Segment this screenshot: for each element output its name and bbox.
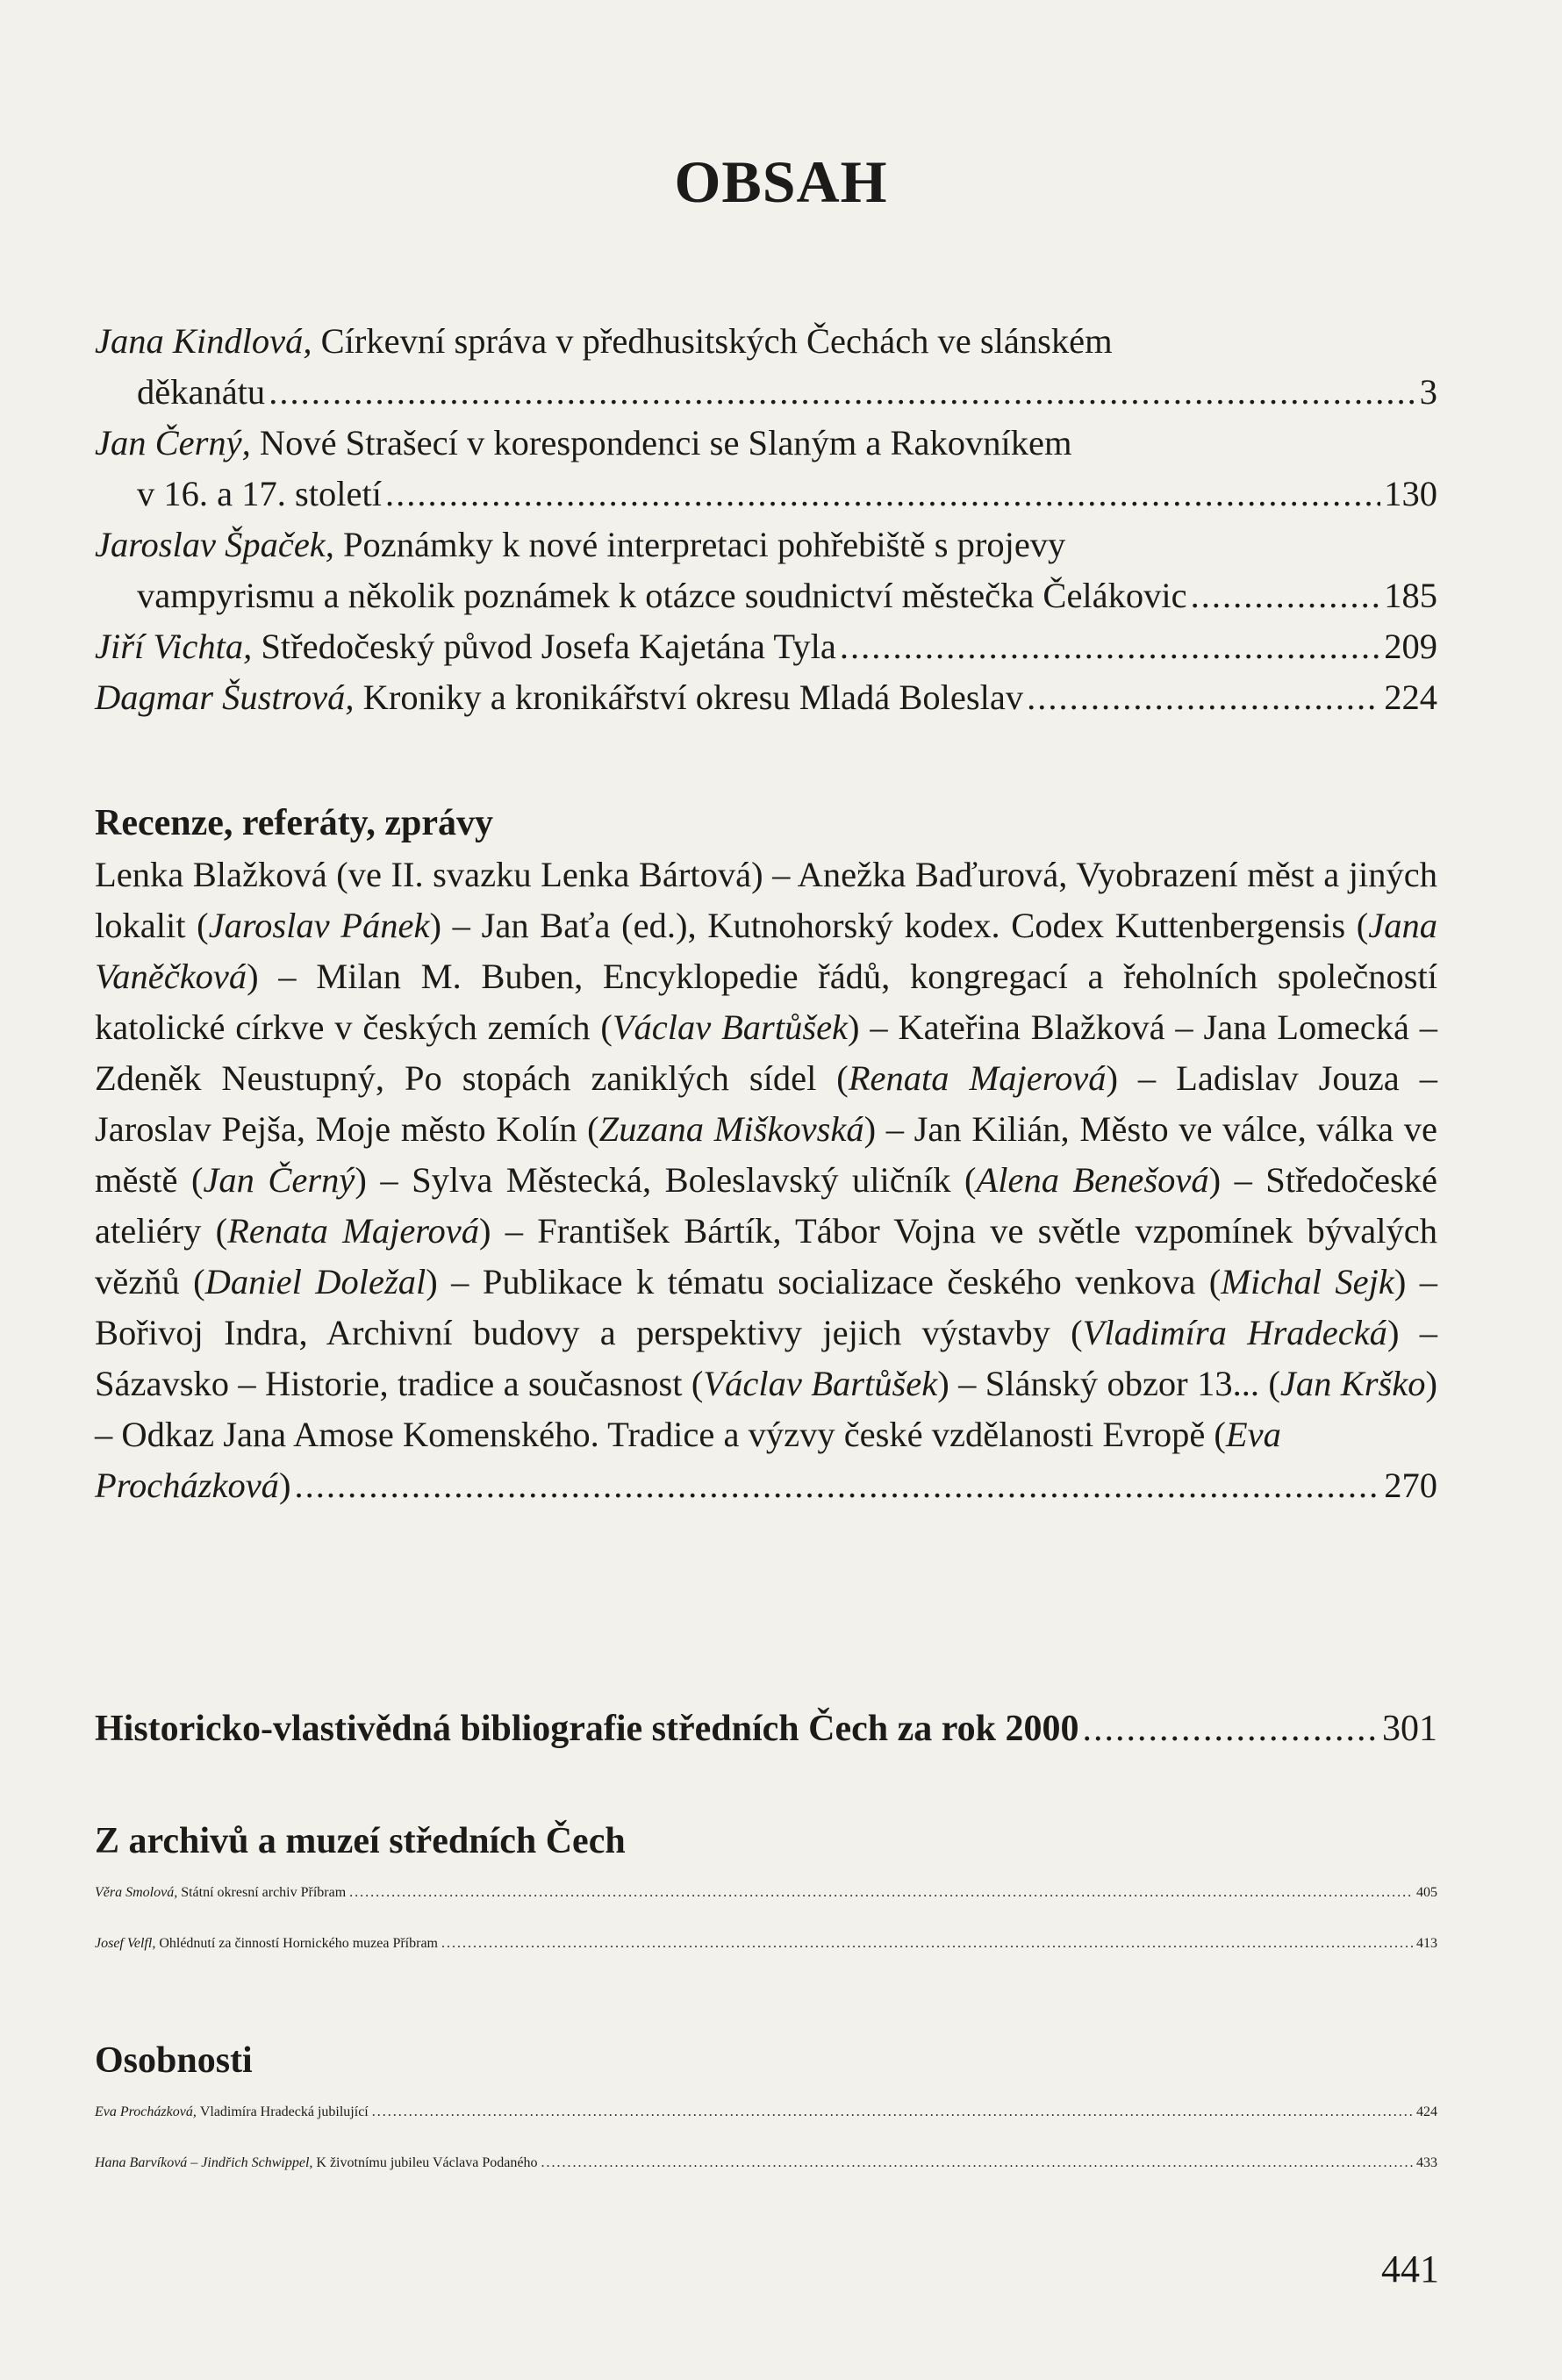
page-number: 441 (1381, 2247, 1439, 2290)
entry-title: Vladimíra Hradecká jubilující (199, 2104, 369, 2119)
toc-entry (95, 520, 1437, 570)
review-text: ) – Milan M. Buben, Encyklopedie řádů, kongregací a řeholních společností katolické církve v českých zemích ( (95, 957, 1437, 1047)
entry-title: Ohlédnutí za činností Hornického muzea Příbram (159, 1936, 438, 1951)
entry-page: 301 (1382, 1709, 1437, 1749)
leader-dots (269, 367, 1416, 418)
entry-title: Církevní správa v předhusitských Čechách ve slánském (320, 321, 1113, 361)
reviews-section (95, 797, 1437, 1511)
review-text: Lenka Blažková (ve II. svazku Lenka Bártová) – Anežka Baďurová, Vyobrazení měst a jiných lokalit ( (95, 855, 1437, 945)
reviewer-name: Renata Majerová (227, 1211, 480, 1251)
entry-page: 405 (1416, 1885, 1437, 1900)
review-text: ) – Jan Baťa (ed.), Kutnohorský kodex. Codex Kuttenbergensis ( (429, 906, 1369, 945)
review-text: ) (278, 1466, 291, 1505)
leader-dots (1191, 570, 1381, 621)
review-text: ) – Jan Kilián, Město ve válce, válka ve městě ( (95, 1109, 1438, 1200)
leader-dots (840, 621, 1380, 672)
review-text: ) – Kateřina Blažková – Jana Lomecká – Zdeněk Neustupný, Po stopách zaniklých sídel ( (95, 1007, 1437, 1098)
leader-dots (441, 1918, 1413, 1969)
leader-dots (385, 469, 1380, 520)
entry-title: v 16. a 17. století (137, 474, 382, 513)
entry-title: Státní okresní archiv Příbram (181, 1885, 347, 1900)
reviewer-name: Jan Černý (203, 1160, 355, 1200)
page-title: OBSAH (674, 148, 888, 215)
leader-dots (294, 1460, 1380, 1511)
section-heading-reviews: Recenze, referáty, zprávy (95, 803, 494, 843)
reviews-paragraph (95, 849, 1437, 1511)
leader-dots (372, 2087, 1413, 2138)
entry-page: 130 (1384, 474, 1437, 513)
entry-author: Jaroslav Špaček, (95, 525, 334, 564)
leader-dots (1027, 672, 1380, 723)
bibliography-section (95, 1703, 1437, 1753)
entry-page: 185 (1384, 576, 1437, 615)
entry-page: 224 (1384, 677, 1437, 717)
toc-entry (95, 1867, 1437, 1918)
articles-list (95, 316, 1437, 723)
reviewer-name: Zuzana Miškovská (598, 1109, 864, 1149)
reviewer-name: Alena Benešová (976, 1160, 1209, 1200)
reviewer-name: Michal Sejk (1221, 1262, 1394, 1301)
review-text: ) – Odkaz Jana Amose Komenského. Tradice a výzvy české vzdělanosti Evropě ( (95, 1364, 1437, 1454)
toc-entry (95, 1703, 1437, 1753)
leader-dots (1083, 1703, 1379, 1755)
toc-entry (95, 621, 1437, 672)
entry-author: Hana Barvíková – Jindřich Schwippel, (95, 2155, 313, 2170)
reviewer-name: Jan Krško (1279, 1364, 1426, 1403)
entry-author: Eva Procházková, (95, 2104, 197, 2119)
reviewer-name: Vladimíra Hradecká (1082, 1313, 1387, 1352)
entry-page: 209 (1384, 627, 1437, 666)
review-text: ) – Bořivoj Indra, Archivní budovy a perspektivy jejich výstavby ( (95, 1262, 1437, 1352)
reviewer-name: Daniel Doležal (204, 1262, 426, 1301)
review-text: ) – Sázavsko – Historie, tradice a současnost ( (95, 1313, 1437, 1403)
entry-title: vampyrismu a několik poznámek k otázce soudnictví městečka Čelákovic (137, 576, 1187, 615)
entry-page: 433 (1416, 2155, 1437, 2170)
entry-page: 413 (1416, 1936, 1437, 1951)
toc-entry (95, 672, 1437, 723)
reviews-last-line (95, 1460, 1437, 1511)
toc-entry (95, 2138, 1437, 2189)
entry-author: Věra Smolová, (95, 1885, 178, 1900)
review-text: ) – František Bártík, Tábor Vojna ve světle vzpomínek bývalých vězňů ( (95, 1211, 1437, 1301)
entry-author: Jan Černý, (95, 423, 251, 462)
entry-title: Kroniky a kronikářství okresu Mladá Boleslav (362, 677, 1024, 717)
entry-title: Středočeský původ Josefa Kajetána Tyla (261, 627, 836, 666)
review-text: ) – Ladislav Jouza – Jaroslav Pejša, Moje město Kolín ( (95, 1058, 1438, 1149)
section-heading-archives: Z archivů a muzeí středních Čech (95, 1821, 626, 1861)
toc-entry (95, 1918, 1437, 1969)
reviewer-name: Renata Majerová (848, 1058, 1107, 1098)
entry-title: Poznámky k nové interpretaci pohřebiště s projevy (343, 525, 1066, 564)
archives-section (95, 1815, 1437, 1969)
reviewer-name: Eva (1225, 1415, 1281, 1454)
entry-page: 3 (1419, 372, 1437, 412)
entry-author: Dagmar Šustrová, (95, 677, 355, 717)
entry-title: Nové Strašecí v korespondenci se Slaným a Rakovníkem (259, 423, 1072, 462)
entry-title: K životnímu jubileu Václava Podaného (316, 2155, 538, 2170)
entry-page: 424 (1416, 2104, 1437, 2119)
leader-dots (541, 2138, 1413, 2189)
toc-entry-continuation (95, 570, 1437, 621)
review-text: ) – Sylva Městecká, Boleslavský uličník ( (355, 1160, 977, 1200)
toc-entry (95, 316, 1437, 367)
toc-entry-continuation (95, 469, 1437, 520)
reviewer-name: Jaroslav Pánek (208, 906, 430, 945)
persons-section (95, 2034, 1437, 2189)
reviewer-name: Václav Bartůšek (703, 1364, 938, 1403)
toc-entry-continuation (95, 367, 1437, 418)
entry-author: Jiří Vichta, (95, 627, 253, 666)
toc-entry (95, 418, 1437, 469)
entry-author: Josef Velfl, (95, 1936, 156, 1951)
review-text: ) – Středočeské ateliéry ( (95, 1160, 1437, 1251)
section-heading-persons: Osobnosti (95, 2040, 253, 2081)
section-heading-bibliography: Historicko-vlastivědná bibliografie středních Čech za rok 2000 (95, 1709, 1079, 1749)
entry-title: děkanátu (137, 372, 266, 412)
entry-author: Jana Kindlová, (95, 321, 312, 361)
reviewer-name: Procházková (95, 1466, 279, 1505)
leader-dots (349, 1867, 1413, 1918)
toc-entry (95, 2087, 1437, 2138)
entry-page: 270 (1384, 1466, 1437, 1505)
review-text: ) – Publikace k tématu socializace českého venkova ( (426, 1262, 1222, 1301)
reviewer-name: Jana Vaněčková (95, 906, 1437, 996)
reviewer-name: Václav Bartůšek (612, 1007, 849, 1047)
review-text: ) – Slánský obzor 13... ( (937, 1364, 1280, 1403)
